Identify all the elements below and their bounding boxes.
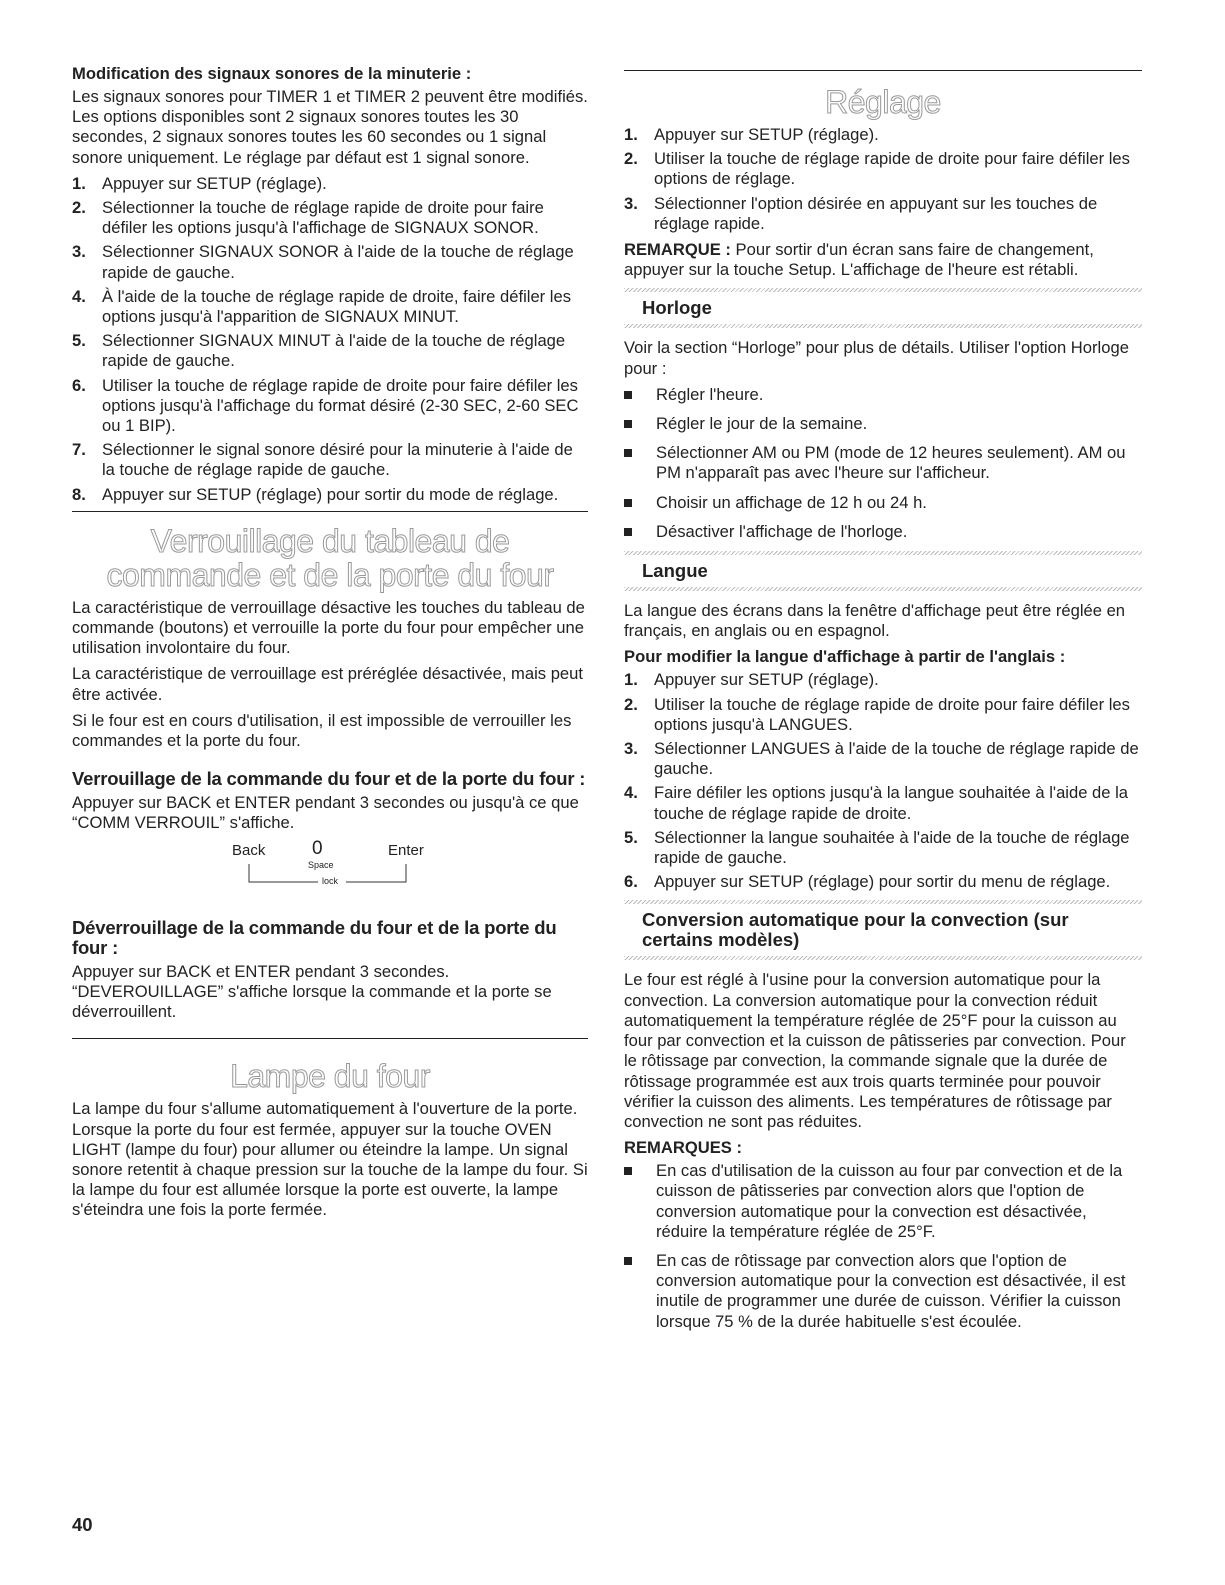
list-item: 7. Sélectionner le signal sonore désiré pour la minuterie à l'aide de la touche de réglage rapide de gauche. bbox=[72, 440, 573, 480]
lock-p2: La caractéristique de verrouillage est préréglée désactivée, mais peut être activée. bbox=[72, 664, 584, 704]
list-item: 3. Sélectionner LANGUES à l'aide de la touche de réglage rapide de gauche. bbox=[624, 739, 1139, 779]
unlock-heading: Déverrouillage de la commande du four et de la porte du four : bbox=[72, 916, 557, 958]
reglage-steps bbox=[624, 125, 1142, 234]
timer-heading: Modification des signaux sonores de la minuterie : bbox=[72, 64, 472, 83]
horloge-subheading bbox=[624, 288, 1142, 328]
horloge-list bbox=[624, 385, 1142, 542]
back-label: Back bbox=[232, 841, 266, 859]
list-item: 5. Sélectionner la langue souhaitée à l'aide de la touche de réglage rapide de gauche. bbox=[624, 827, 1130, 868]
section-divider bbox=[624, 70, 1142, 71]
list-item: 2. Utiliser la touche de réglage rapide de droite pour faire défiler les options de réglage. bbox=[624, 149, 1130, 189]
timer-steps bbox=[72, 174, 588, 505]
list-item: 1. Appuyer sur SETUP (réglage). bbox=[624, 670, 879, 690]
list-item: 4. Faire défiler les options jusqu'à la langue souhaitée à l'aide de la touche de réglage rapide de droite. bbox=[624, 783, 1129, 823]
back-enter-diagram bbox=[72, 837, 588, 902]
bullet-icon bbox=[624, 449, 632, 457]
list-item: 3. Sélectionner SIGNAUX SONOR à l'aide de la touche de réglage rapide de gauche. bbox=[72, 242, 574, 282]
section-divider bbox=[72, 1038, 588, 1039]
lamp-section-title: Lampe du four bbox=[230, 1058, 430, 1095]
list-item: 3. Sélectionner l'option désirée en appuyant sur les touches de réglage rapide. bbox=[624, 193, 1098, 233]
zero-label: 0 bbox=[312, 837, 323, 859]
bullet-icon bbox=[624, 1257, 632, 1265]
remarques-label: REMARQUES : bbox=[624, 1138, 743, 1158]
langue-heading: Pour modifier la langue d'affichage à partir de l'anglais : bbox=[624, 647, 1066, 667]
unlock-instructions: Appuyer sur BACK et ENTER pendant 3 secondes. “DEVEROUILLAGE” s'affiche lorsque la commande et la porte se déverrouillent. bbox=[72, 961, 552, 1022]
section-divider bbox=[72, 511, 588, 512]
lock-p3: Si le four est en cours d'utilisation, il est impossible de verrouiller les commandes et la porte du four. bbox=[72, 710, 572, 751]
bullet-icon bbox=[624, 420, 632, 428]
list-item: 2. Utiliser la touche de réglage rapide de droite pour faire défiler les options jusqu'à LANGUES. bbox=[624, 694, 1130, 734]
lock-heading: Verrouillage de la commande du four et de la porte du four : bbox=[72, 768, 586, 790]
bullet-icon bbox=[624, 499, 632, 507]
conversion-title: Conversion automatique pour la convection (sur certains modèles) bbox=[642, 909, 1069, 951]
timer-intro: Les signaux sonores pour TIMER 1 et TIMER 2 peuvent être modifiés. Les options disponibles sont 2 signaux sonores toutes les 30 secondes, 2 signaux sonores toutes les 60 secondes ou 1 signal sonore uniquement. Le réglage par défaut est 1 signal sonore. bbox=[72, 87, 588, 167]
list-item: 4. À l'aide de la touche de réglage rapide de droite, faire défiler les options jusqu'à l'apparition de SIGNAUX MINUT. bbox=[72, 286, 572, 327]
langue-subheading bbox=[624, 551, 1142, 591]
langue-steps bbox=[624, 670, 1142, 892]
list-item: En cas d'utilisation de la cuisson au four par convection et de la cuisson de pâtisseries par convection alors que l'option de conversion automatique pour la convection est désactivée, réduire la température réglée de 25°F. bbox=[624, 1161, 1142, 1242]
list-item: 1. Appuyer sur SETUP (réglage). bbox=[72, 173, 327, 193]
list-item: Régler le jour de la semaine. bbox=[624, 414, 1142, 434]
list-item: En cas de rôtissage par convection alors que l'option de conversion automatique pour la convection est désactivée, il est inutile de programmer une durée de cuisson. Vérifier la cuisson lorsque 75 % de la durée habituelle s'est écoulée. bbox=[624, 1251, 1142, 1332]
right-column bbox=[624, 70, 1142, 1341]
lock-label: lock bbox=[322, 875, 339, 886]
conversion-subheading bbox=[624, 900, 1142, 960]
lamp-text: La lampe du four s'allume automatiquement à l'ouverture de la porte. Lorsque la porte du four est fermée, appuyer sur la touche OVEN LIGHT (lampe du four) pour allumer ou éteindre la lampe. Un signal sonore retentit à chaque pression sur la touche de la lampe du four. Si la lampe du four est allumée lorsque la porte est ouverte, la lampe s'éteindra une fois la porte fermée. bbox=[72, 1099, 588, 1220]
page-number: 40 bbox=[72, 1514, 93, 1535]
lock-bracket-icon bbox=[248, 864, 448, 890]
remarque-label: REMARQUE : bbox=[624, 240, 731, 260]
list-item: Régler l'heure. bbox=[624, 385, 1142, 405]
remarque bbox=[624, 240, 1142, 280]
list-item: 2. Sélectionner la touche de réglage rapide de droite pour faire défiler les options jusqu'à l'affichage de SIGNAUX SONOR. bbox=[72, 198, 544, 238]
bullet-icon bbox=[624, 391, 632, 399]
list-item: 1. Appuyer sur SETUP (réglage). bbox=[624, 125, 879, 144]
list-item: Désactiver l'affichage de l'horloge. bbox=[624, 522, 1142, 542]
lock-instructions: Appuyer sur BACK et ENTER pendant 3 secondes ou jusqu'à ce que “COMM VERROUIL” s'affiche. bbox=[72, 793, 579, 833]
horloge-intro: Voir la section “Horloge” pour plus de détails. Utiliser l'option Horloge pour : bbox=[624, 338, 1129, 378]
remarques-list bbox=[624, 1161, 1142, 1332]
left-column bbox=[72, 62, 588, 1227]
list-item: 5. Sélectionner SIGNAUX MINUT à l'aide de la touche de réglage rapide de gauche. bbox=[72, 331, 566, 371]
list-item: Choisir un affichage de 12 h ou 24 h. bbox=[624, 493, 1142, 513]
bullet-icon bbox=[624, 1167, 632, 1175]
horloge-title: Horloge bbox=[642, 297, 712, 319]
list-item: Sélectionner AM ou PM (mode de 12 heures seulement). AM ou PM n'apparaît pas avec l'heure sur l'afficheur. bbox=[624, 443, 1142, 483]
remarque-text: Pour sortir d'un écran sans faire de changement, appuyer sur la touche Setup. L'affichage de l'heure est rétabli. bbox=[624, 240, 1094, 280]
reglage-title: Réglage bbox=[825, 84, 941, 120]
bullet-icon bbox=[624, 528, 632, 536]
lock-section-title: Verrouillage du tableau de commande et de la porte du four bbox=[106, 522, 554, 593]
space-label: Space bbox=[308, 859, 334, 870]
conversion-text: Le four est réglé à l'usine pour la conversion automatique pour la convection. La conversion automatique pour la convection réduit automatiquement la température réglée de 25°F pour la cuisson au four par convection et la cuisson de pâtisseries par convection. Pour le rôtissage par convection, la commande signale que la durée de rôtissage programmée est aux trois quarts terminée pour pouvoir vérifier la cuisson des aliments. Les températures de rôtissage par convection ne sont pas réduites. bbox=[624, 970, 1126, 1131]
lock-p1: La caractéristique de verrouillage désactive les touches du tableau de commande (boutons) et verrouille la porte du four pour empêcher une utilisation involontaire du four. bbox=[72, 597, 585, 658]
list-item: 6. Utiliser la touche de réglage rapide de droite pour faire défiler les options jusqu'à l'affichage du format désiré (2-30 SEC, 2-60 SEC ou 1 BIP). bbox=[72, 375, 579, 436]
enter-label: Enter bbox=[388, 841, 424, 859]
langue-title: Langue bbox=[642, 560, 708, 582]
langue-intro: La langue des écrans dans la fenêtre d'affichage peut être réglée en français, en anglais ou en espagnol. bbox=[624, 601, 1126, 641]
list-item: 6. Appuyer sur SETUP (réglage) pour sortir du menu de réglage. bbox=[624, 872, 1111, 892]
list-item: 8. Appuyer sur SETUP (réglage) pour sortir du mode de réglage. bbox=[72, 484, 559, 504]
